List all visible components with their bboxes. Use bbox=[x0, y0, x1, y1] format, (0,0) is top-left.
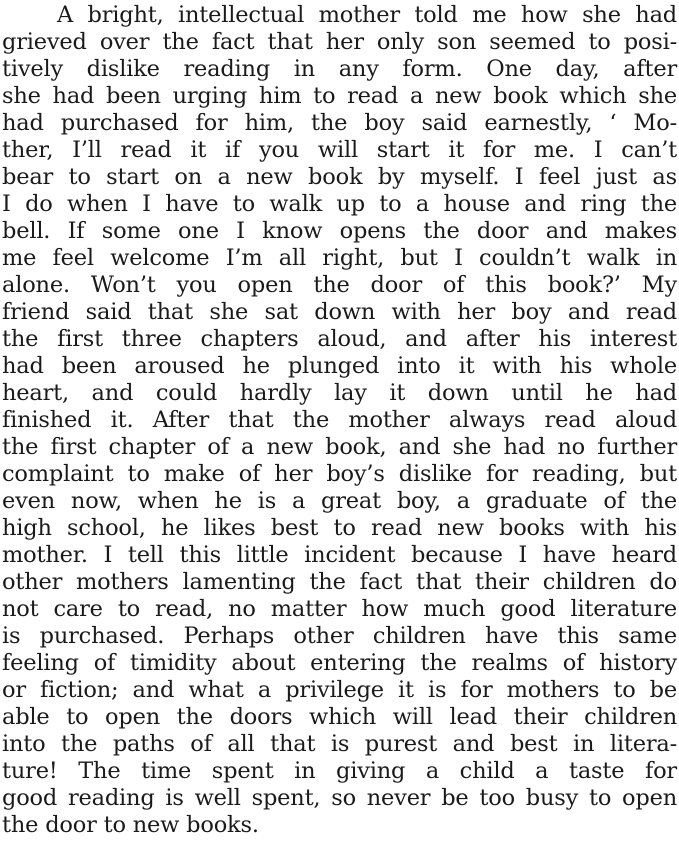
text-line: me feel welcome I’m all right, but I couldn’t walk in bbox=[2, 245, 677, 271]
text-line: is purchased. Perhaps other children have this same bbox=[2, 623, 677, 649]
text-line: even now, when he is a great boy, a graduate of the bbox=[2, 488, 677, 514]
text-line: finished it. After that the mother always read aloud bbox=[2, 407, 677, 433]
text-line: tively dislike reading in any form. One day, after bbox=[2, 56, 677, 82]
text-line: ture! The time spent in giving a child a taste for bbox=[2, 758, 677, 784]
text-line: other mothers lamenting the fact that their children do bbox=[2, 569, 677, 595]
text-line: heart, and could hardly lay it down until he had bbox=[2, 380, 677, 406]
text-line: high school, he likes best to read new books with his bbox=[2, 515, 677, 541]
text-line: I do when I have to walk up to a house and ring the bbox=[2, 191, 677, 217]
text-line: grieved over the fact that her only son seemed to posi- bbox=[2, 29, 677, 55]
text-line: into the paths of all that is purest and best in litera- bbox=[2, 731, 677, 757]
text-line: bear to start on a new book by myself. I feel just as bbox=[2, 164, 677, 190]
text-line: she had been urging him to read a new book which she bbox=[2, 83, 677, 109]
text-line: or fiction; and what a privilege it is for mothers to be bbox=[2, 677, 677, 703]
text-line: the first three chapters aloud, and after his interest bbox=[2, 326, 677, 352]
text-line: friend said that she sat down with her boy and read bbox=[2, 299, 677, 325]
text-line: the door to new books. bbox=[2, 812, 259, 838]
text-line: not care to read, no matter how much good literature bbox=[2, 596, 677, 622]
text-line: A bright, intellectual mother told me how she had bbox=[57, 2, 677, 28]
text-line: feeling of timidity about entering the realms of history bbox=[2, 650, 677, 676]
text-line: alone. Won’t you open the door of this book?’ My bbox=[2, 272, 677, 298]
text-line: ther, I’ll read it if you will start it for me. I can’t bbox=[2, 137, 677, 163]
text-line: good reading is well spent, so never be too busy to open bbox=[2, 785, 677, 811]
text-line: mother. I tell this little incident because I have heard bbox=[2, 542, 677, 568]
text-line: the first chapter of a new book, and she had no further bbox=[2, 434, 677, 460]
text-line: able to open the doors which will lead their children bbox=[2, 704, 677, 730]
text-line: bell. If some one I know opens the door and makes bbox=[2, 218, 677, 244]
text-line: had been aroused he plunged into it with his whole bbox=[2, 353, 677, 379]
text-line: complaint to make of her boy’s dislike for reading, but bbox=[2, 461, 677, 487]
text-line: had purchased for him, the boy said earnestly, ‘ Mo- bbox=[2, 110, 677, 136]
